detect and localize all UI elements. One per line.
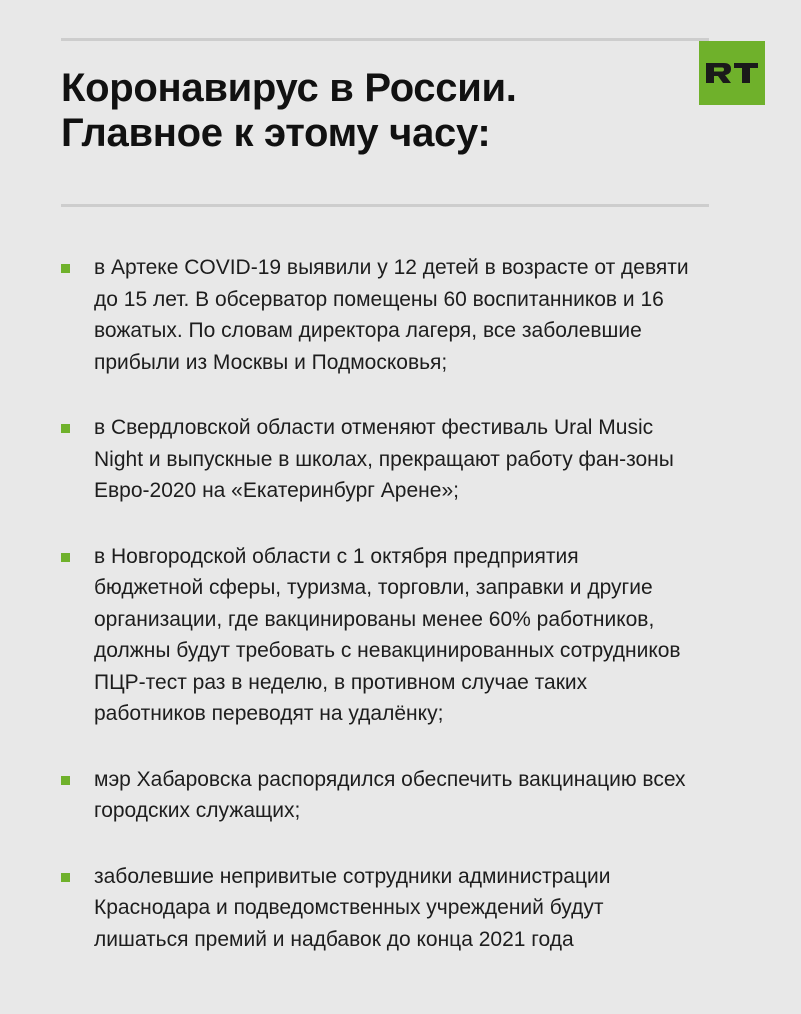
item-text-line: бюджетной сферы, туризма, торговли, заправки и другие	[94, 576, 653, 599]
item-text-line: в Свердловской области отменяют фестиваль Ural Music	[94, 416, 654, 439]
item-text-line: ПЦР-тест раз в неделю, в противном случае таких	[94, 670, 588, 694]
news-item-sverdlovsk	[61, 412, 741, 507]
item-text-line: организации, где вакцинированы менее 60% работников,	[94, 607, 655, 631]
title-divider	[61, 204, 709, 207]
bullet-marker	[61, 873, 70, 882]
item-text-line: городских служащих;	[94, 799, 301, 822]
top-divider	[61, 38, 709, 41]
item-text-line: прибыли из Москвы и Подмосковья;	[94, 350, 448, 374]
rt-logo-mark	[704, 62, 760, 84]
item-text-line: вожатых. По словам директора лагеря, все заболевшие	[94, 319, 642, 342]
news-item-artek	[61, 252, 741, 378]
item-text-line: работников переводят на удалёнку;	[94, 702, 444, 725]
news-item-krasnodar	[61, 861, 741, 956]
bullet-marker	[61, 776, 70, 785]
rt-logo	[699, 41, 765, 105]
news-item-novgorod	[61, 541, 741, 730]
item-text-line: до 15 лет. В обсерватор помещены 60 воспитанников и 16	[94, 287, 664, 311]
title-line-2: Главное к этому часу:	[61, 111, 491, 155]
item-text-line: Краснодара и подведомственных учреждений будут	[94, 896, 604, 919]
page-title	[61, 66, 681, 156]
item-text-line: Night и выпускные в школах, прекращают работу фан-зоны	[94, 447, 674, 471]
item-text-line: лишаться премий и надбавок до конца 2021 года	[94, 927, 574, 951]
item-text-line: в Артеке COVID-19 выявили у 12 детей в возрасте от девяти	[94, 256, 689, 279]
item-text-line: мэр Хабаровска распорядился обеспечить вакцинацию всех	[94, 767, 686, 791]
bullet-marker	[61, 553, 70, 562]
item-text-line: Евро-2020 на «Екатеринбург Арене»;	[94, 479, 459, 502]
item-text-line: должны будут требовать с невакцинированных сотрудников	[94, 639, 681, 662]
title-line-1: Коронавирус в России.	[61, 66, 517, 110]
news-list	[61, 252, 741, 989]
news-item-khabarovsk	[61, 764, 741, 827]
bullet-marker	[61, 424, 70, 433]
item-text-line: в Новгородской области с 1 октября предприятия	[94, 544, 579, 568]
bullet-marker	[61, 264, 70, 273]
item-text-line: заболевшие непривитые сотрудники администрации	[94, 864, 611, 888]
